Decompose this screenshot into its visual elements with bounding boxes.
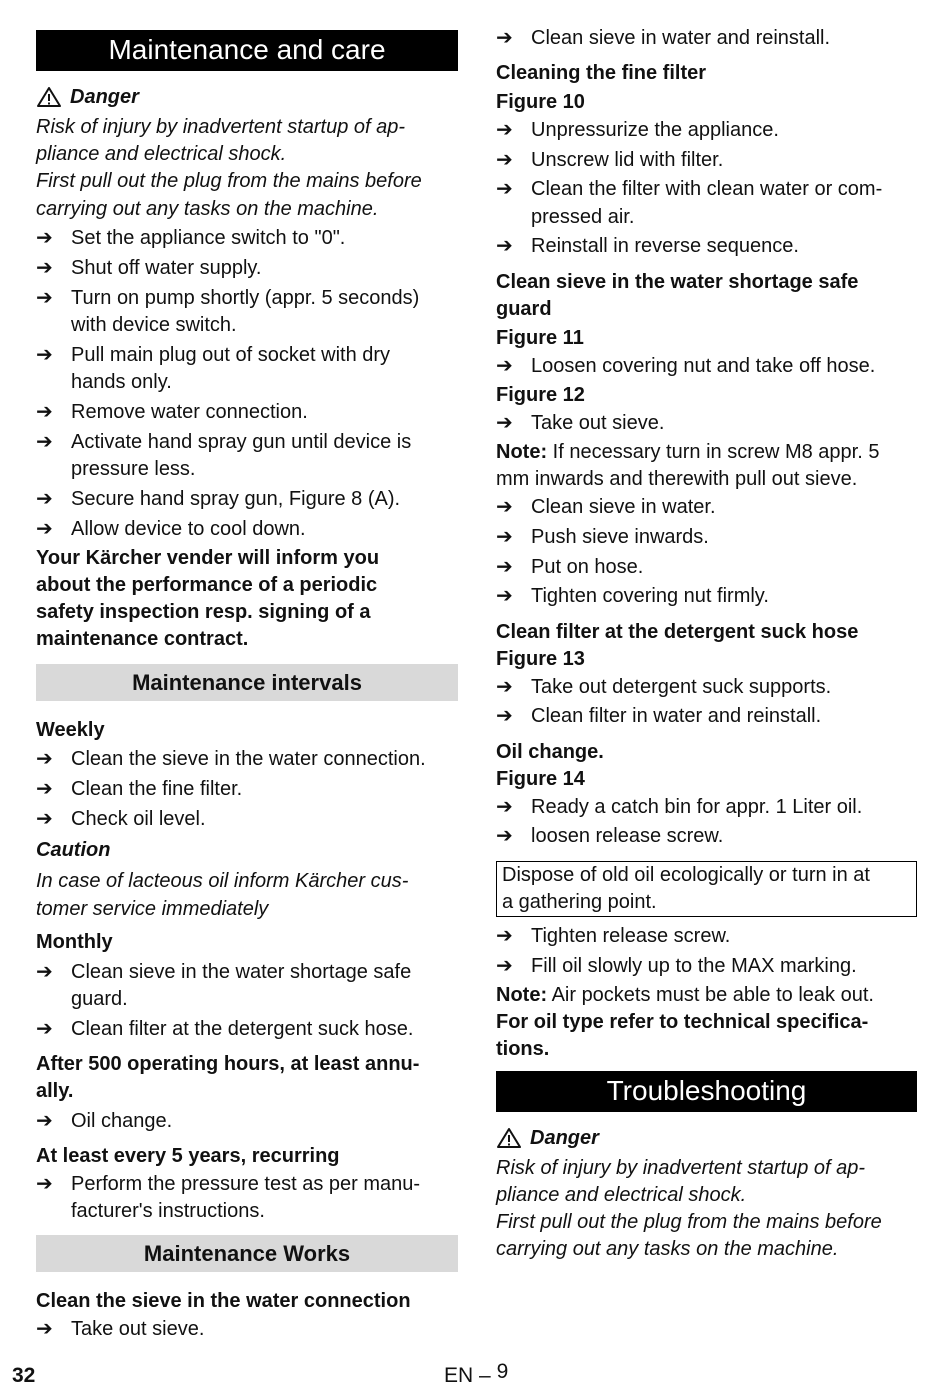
step-list [496, 117, 917, 261]
list-item-text: Take out sieve. [71, 1318, 205, 1341]
list-item [496, 176, 917, 230]
danger-heading [36, 83, 458, 111]
right-column [496, 22, 917, 1263]
list-item-text: Check oil level. [71, 808, 206, 830]
arrow-right-icon: ➔ [496, 705, 513, 728]
weekly-heading: Weekly [36, 718, 105, 741]
arrow-right-icon: ➔ [496, 525, 513, 548]
list-item-text: Shut off water supply. [71, 257, 262, 280]
arrow-right-icon: ➔ [36, 287, 53, 309]
arrow-right-icon: ➔ [36, 401, 53, 423]
danger-text: Risk of injury by inadvertent startup of ap- pliance and electrical shock. First pull out the plug from the mains before carrying out any tasks on the machine. [36, 116, 422, 220]
list-item [496, 494, 917, 521]
list-item-text: Clean sieve in the water shortage safe [71, 960, 412, 983]
list-item-text: Push sieve inwards. [531, 525, 709, 548]
arrow-right-icon: ➔ [496, 954, 513, 977]
after-500-hours-heading: After 500 operating hours, at least annu- ally. [36, 1052, 420, 1103]
arrow-right-icon: ➔ [36, 778, 53, 801]
arrow-right-icon: ➔ [36, 257, 53, 280]
list-item [36, 516, 458, 543]
list-item [36, 255, 458, 282]
step-list [496, 923, 917, 980]
oil-change-heading: Oil change. [496, 740, 604, 763]
step-list [36, 959, 458, 1043]
note-air-pockets: Note: Air pockets must be able to leak out. [496, 984, 874, 1006]
list-item-text: Clean the sieve in the water connection. [71, 748, 426, 771]
arrow-right-icon: ➔ [36, 1318, 53, 1341]
list-item [496, 524, 917, 551]
warning-triangle-icon [496, 1127, 522, 1149]
list-item-text: Unscrew lid with filter. [531, 148, 724, 171]
figure-11-label: Figure 11 [496, 327, 584, 349]
list-item [496, 233, 917, 260]
list-item-text: Loosen covering nut and take off hose. [531, 354, 876, 377]
list-item [36, 1316, 458, 1343]
list-item [496, 953, 917, 980]
caution-text: In case of lacteous oil inform Kärcher cus- tomer service immediately [36, 870, 409, 920]
step-list [36, 1171, 458, 1225]
list-item [496, 583, 917, 610]
list-item [496, 25, 917, 52]
arrow-right-icon: ➔ [496, 235, 513, 258]
list-item-text: Take out sieve. [531, 411, 665, 434]
arrow-right-icon: ➔ [496, 675, 513, 698]
arrow-right-icon: ➔ [36, 748, 53, 771]
section-title-troubleshooting: Troubleshooting [496, 1071, 917, 1112]
list-item-text: with device switch. [71, 314, 237, 337]
list-item-text: Put on hose. [531, 555, 644, 578]
list-item [496, 117, 917, 144]
arrow-right-icon: ➔ [496, 925, 513, 947]
list-item [36, 342, 458, 396]
list-item [36, 285, 458, 339]
page-footer-lang: EN – 9 [444, 1360, 509, 1387]
list-item-text: pressure less. [71, 458, 196, 480]
arrow-right-icon: ➔ [496, 148, 513, 171]
list-item [36, 225, 458, 252]
list-item-text: Pull main plug out of socket with dry [71, 344, 391, 366]
step-list [496, 353, 917, 380]
step-list [36, 746, 458, 833]
disposal-notice-box: Dispose of old oil ecologically or turn in at a gathering point. [496, 861, 917, 917]
clean-sieve-heading: Clean the sieve in the water connection [36, 1290, 411, 1313]
arrow-right-icon: ➔ [496, 178, 513, 201]
list-item-text: Clean filter at the detergent suck hose. [71, 1017, 414, 1040]
list-item [36, 429, 458, 483]
list-item-text: Ready a catch bin for appr. 1 Liter oil. [531, 795, 863, 818]
list-item [496, 923, 917, 950]
list-item-text: Activate hand spray gun until device is [71, 430, 412, 453]
arrow-right-icon: ➔ [496, 354, 513, 377]
list-item-text: Take out detergent suck supports. [531, 675, 832, 698]
arrow-right-icon: ➔ [496, 555, 513, 578]
figure-14-label: Figure 14 [496, 767, 585, 790]
list-item-text: hands only. [71, 371, 172, 394]
list-item-text: Secure hand spray gun, Figure 8 (A). [71, 487, 401, 510]
danger-heading [496, 1124, 917, 1152]
page-number: 32 [12, 1364, 36, 1387]
arrow-right-icon: ➔ [496, 496, 513, 518]
arrow-right-icon: ➔ [496, 795, 513, 818]
list-item-text: Set the appliance switch to "0". [71, 227, 346, 250]
list-item [36, 399, 458, 426]
list-item [36, 746, 458, 773]
list-item-text: Turn on pump shortly (appr. 5 seconds) [71, 287, 420, 309]
list-item-text: loosen release screw. [531, 825, 724, 848]
water-shortage-heading: Clean sieve in the water shortage safe guard [496, 270, 859, 320]
step-list [36, 225, 458, 542]
arrow-right-icon: ➔ [36, 1109, 53, 1132]
list-item-text: Clean the filter with clean water or com- [531, 178, 883, 201]
warning-triangle-icon [36, 86, 62, 108]
list-item [36, 486, 458, 513]
list-item [496, 823, 917, 850]
list-item [36, 1108, 458, 1135]
danger-label: Danger [530, 1126, 599, 1149]
step-list [496, 494, 917, 611]
list-item [496, 703, 917, 730]
list-item-text: Clean filter in water and reinstall. [531, 705, 822, 728]
step-list [496, 25, 917, 52]
list-item-text: guard. [71, 987, 128, 1010]
step-list [36, 1108, 458, 1135]
section-title-maintenance-intervals: Maintenance intervals [36, 664, 458, 701]
list-item [36, 1016, 458, 1043]
list-item-text: Unpressurize the appliance. [531, 118, 779, 141]
section-title-maintenance-works: Maintenance Works [36, 1235, 458, 1272]
list-item-text: Tighten covering nut firmly. [531, 585, 769, 608]
karcher-note: Your Kärcher vender will inform you about the performance of a periodic safety inspection resp. signing of a maintenance contract. [36, 546, 380, 651]
list-item-text: facturer's instructions. [71, 1200, 265, 1223]
list-item [36, 806, 458, 833]
figure-13-label: Figure 13 [496, 647, 585, 670]
list-item [496, 147, 917, 174]
arrow-right-icon: ➔ [36, 1172, 53, 1195]
list-item-text: Clean the fine filter. [71, 778, 243, 801]
detergent-hose-heading: Clean filter at the detergent suck hose [496, 620, 859, 643]
arrow-right-icon: ➔ [36, 517, 53, 540]
arrow-right-icon: ➔ [36, 344, 53, 366]
list-item-text: pressed air. [531, 205, 635, 228]
arrow-right-icon: ➔ [36, 960, 53, 983]
arrow-right-icon: ➔ [496, 825, 513, 848]
arrow-right-icon: ➔ [496, 411, 513, 434]
step-list [36, 1316, 458, 1343]
monthly-heading: Monthly [36, 930, 113, 953]
arrow-right-icon: ➔ [36, 430, 53, 453]
five-years-heading: At least every 5 years, recurring [36, 1145, 340, 1168]
arrow-right-icon: ➔ [496, 118, 513, 141]
step-list [496, 410, 917, 437]
list-item-text: Clean sieve in water. [531, 496, 716, 518]
list-item [496, 410, 917, 437]
list-item-text: Reinstall in reverse sequence. [531, 235, 799, 258]
arrow-right-icon: ➔ [36, 808, 53, 830]
list-item [36, 959, 458, 1013]
left-column [36, 22, 458, 1343]
list-item-text: Perform the pressure test as per manu- [71, 1172, 421, 1195]
list-item [496, 554, 917, 581]
arrow-right-icon: ➔ [36, 1017, 53, 1040]
list-item-text: Allow device to cool down. [71, 517, 306, 540]
list-item [496, 353, 917, 380]
step-list [496, 674, 917, 731]
arrow-right-icon: ➔ [36, 487, 53, 510]
list-item-text: Oil change. [71, 1109, 173, 1132]
list-item-text: Fill oil slowly up to the MAX marking. [531, 954, 857, 977]
figure-10-label: Figure 10 [496, 91, 585, 113]
figure-12-label: Figure 12 [496, 384, 585, 406]
list-item [36, 1171, 458, 1225]
fine-filter-heading: Cleaning the fine filter [496, 61, 707, 84]
arrow-right-icon: ➔ [496, 26, 513, 49]
list-item [496, 794, 917, 821]
danger-label: Danger [70, 86, 139, 108]
oil-type-note: For oil type refer to technical specifica- tions. [496, 1011, 869, 1061]
list-item [36, 776, 458, 803]
caution-label: Caution [36, 839, 111, 862]
list-item-text: Remove water connection. [71, 401, 308, 423]
arrow-right-icon: ➔ [496, 585, 513, 608]
arrow-right-icon: ➔ [36, 227, 53, 250]
list-item-text: Clean sieve in water and reinstall. [531, 26, 831, 49]
section-title-maintenance-and-care: Maintenance and care [36, 30, 458, 71]
list-item [496, 674, 917, 701]
danger-text: Risk of injury by inadvertent startup of ap- pliance and electrical shock. First pull out the plug from the mains before carrying out any tasks on the machine. [496, 1156, 882, 1261]
step-list [496, 794, 917, 851]
note-sieve: Note: If necessary turn in screw M8 appr. 5 mm inwards and therewith pull out sieve. [496, 441, 880, 491]
list-item-text: Tighten release screw. [531, 925, 731, 947]
